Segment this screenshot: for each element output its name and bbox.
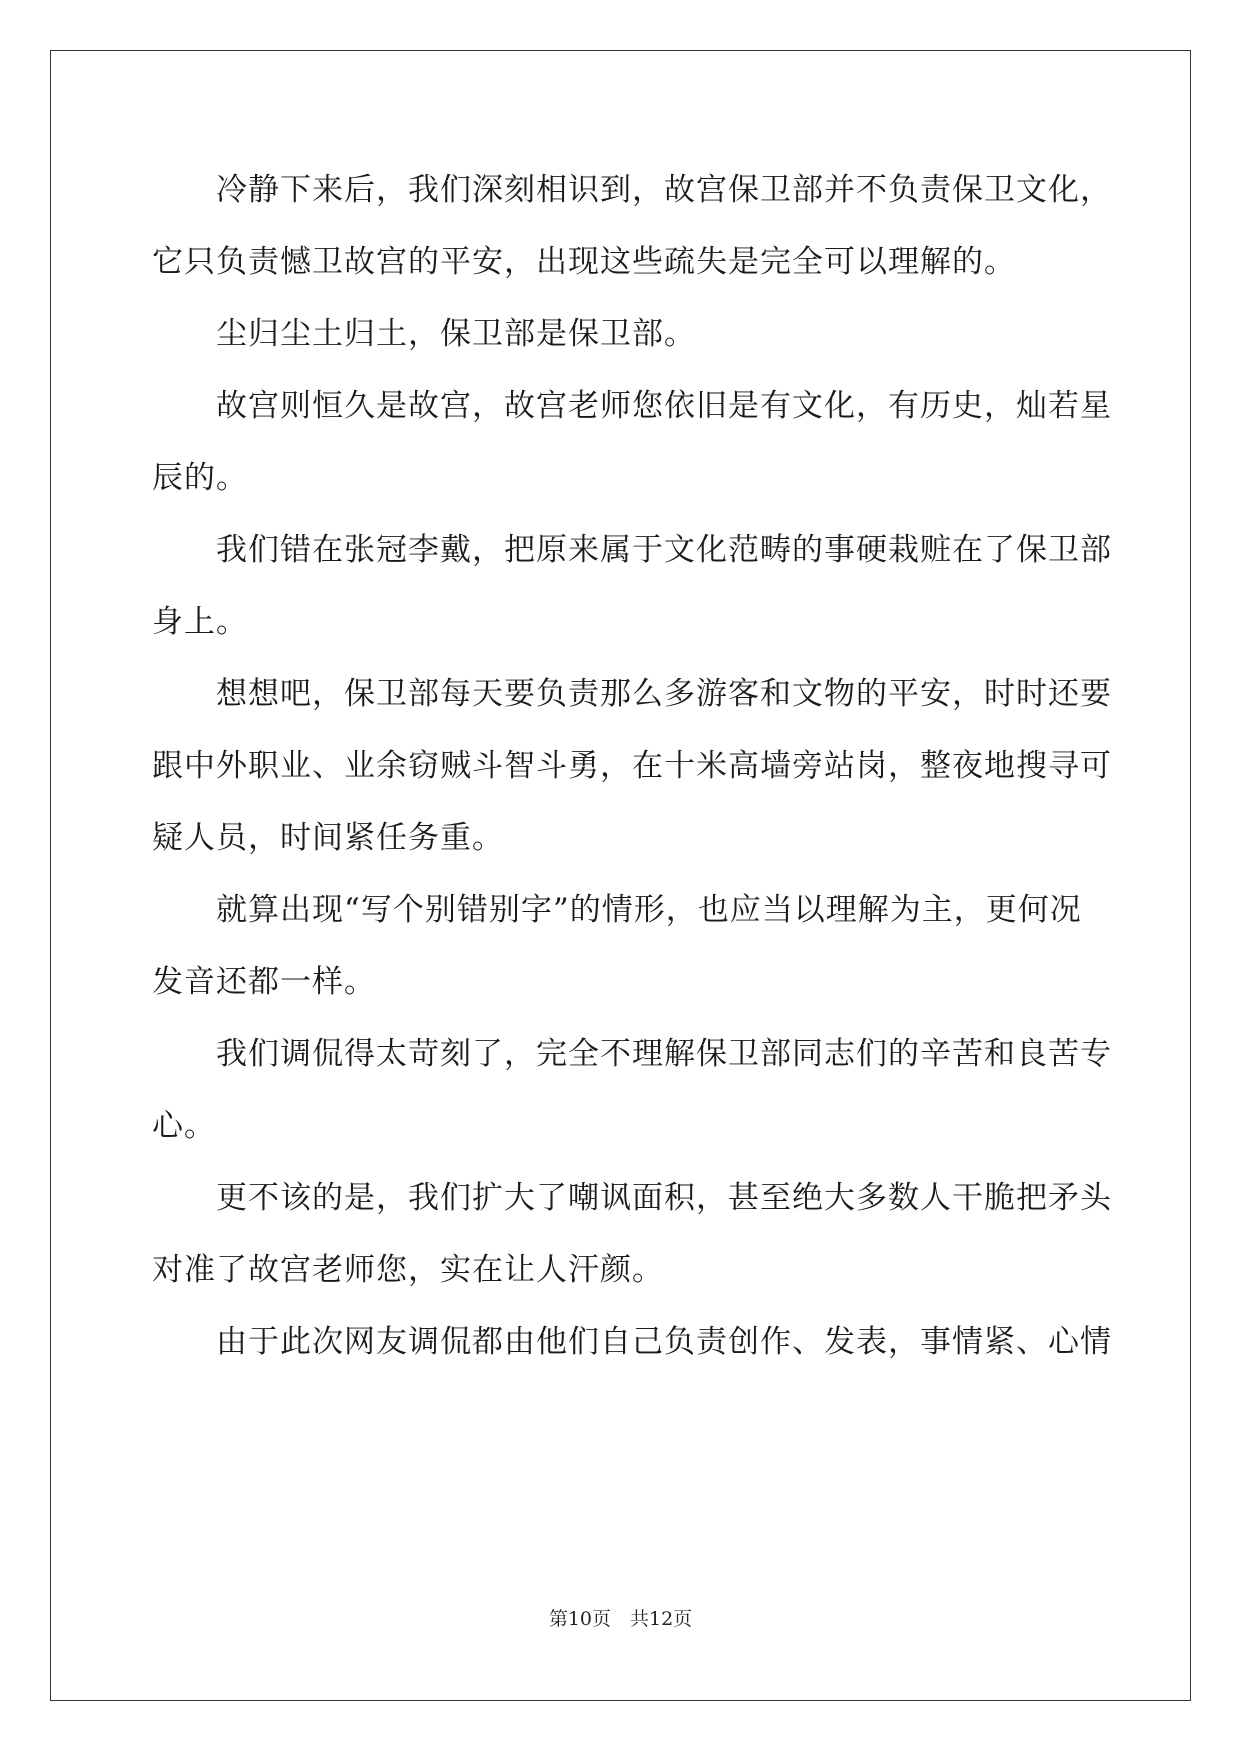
- text-line: 更不该的是，我们扩大了嘲讽面积，甚至绝大多数人干脆把矛头: [152, 1180, 1112, 1216]
- text-line: 我们调侃得太苛刻了，完全不理解保卫部同志们的辛苦和良苦专: [152, 1036, 1112, 1072]
- text-line: 冷静下来后，我们深刻相识到，故宫保卫部并不负责保卫文化，: [152, 172, 1112, 208]
- text-line: 辰的。: [152, 460, 248, 496]
- page-frame: [50, 50, 1191, 1701]
- text-line: 跟中外职业、业余窃贼斗智斗勇，在十米高墙旁站岗，整夜地搜寻可: [152, 748, 1112, 784]
- text-line: 身上。: [152, 604, 248, 640]
- text-line: 故宫则恒久是故宫，故宫老师您依旧是有文化，有历史，灿若星: [152, 388, 1112, 424]
- text-line: 我们错在张冠李戴，把原来属于文化范畴的事硬栽赃在了保卫部: [152, 532, 1112, 568]
- text-line: 疑人员，时间紧任务重。: [152, 820, 504, 856]
- page-number-footer: 第10页 共12页: [548, 1608, 693, 1630]
- text-line: 发音还都一样。: [152, 964, 376, 1000]
- text-line: 对准了故宫老师您，实在让人汗颜。: [152, 1252, 664, 1288]
- text-line: 由于此次网友调侃都由他们自己负责创作、发表，事情紧、心情: [152, 1324, 1112, 1360]
- text-line: 想想吧，保卫部每天要负责那么多游客和文物的平安，时时还要: [152, 676, 1112, 712]
- text-line: 尘归尘土归土，保卫部是保卫部。: [152, 316, 696, 352]
- text-line: 它只负责憾卫故宫的平安，出现这些疏失是完全可以理解的。: [152, 244, 1016, 280]
- text-line: 就算出现“写个别错别字”的情形，也应当以理解为主，更何况: [152, 892, 1082, 928]
- text-line: 心。: [152, 1108, 216, 1144]
